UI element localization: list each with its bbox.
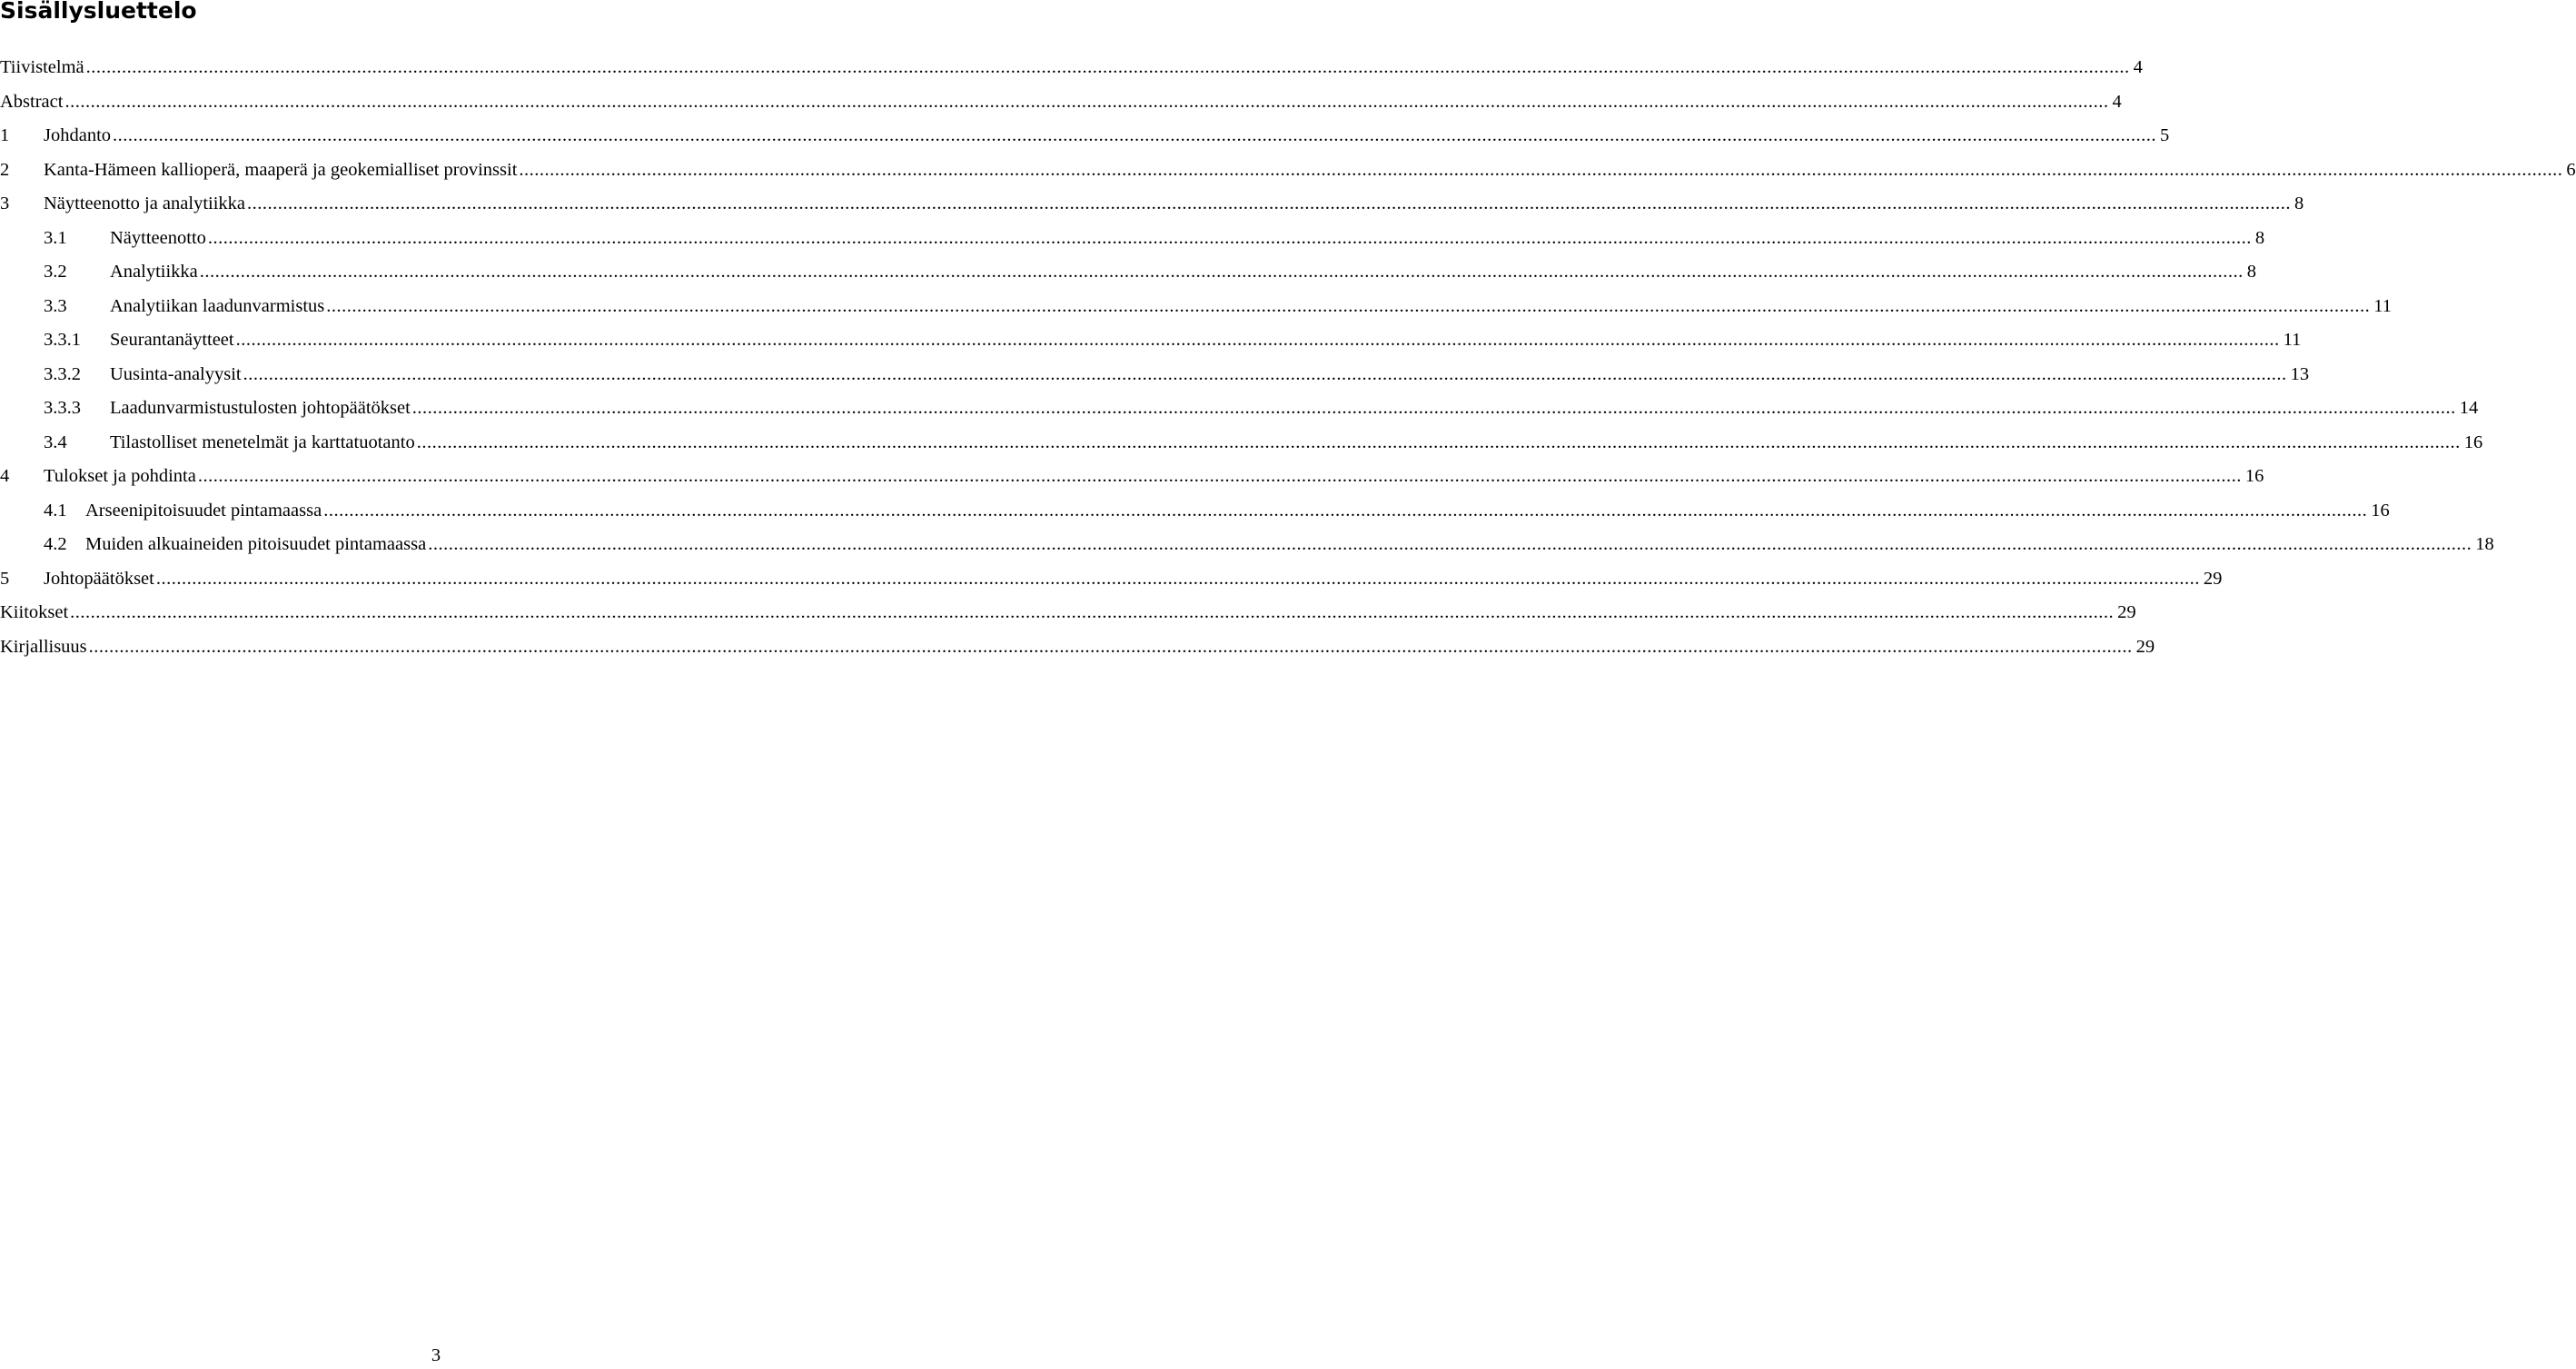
toc-entry-title: Tiivistelmä <box>0 57 84 77</box>
table-of-contents <box>0 51 2576 664</box>
toc-entry-number: 3.1 <box>44 227 67 248</box>
toc-entry-number: 2 <box>0 159 10 180</box>
toc-entry-page: 16 <box>2244 466 2264 486</box>
toc-entry-number: 3 <box>0 193 10 213</box>
toc-entry-number: 3.3.3 <box>44 398 81 418</box>
toc-entry-title: Näytteenotto ja analytiikka <box>44 193 246 213</box>
toc-entry-page: 4 <box>2133 57 2143 77</box>
toc-entry[interactable] <box>0 187 2304 222</box>
toc-entry[interactable] <box>0 119 2170 154</box>
toc-dot-leader: ................................................................................................................................................................................................................................................................................................................................................................................................................ <box>428 534 2472 554</box>
toc-entry-number: 3.3.1 <box>44 330 81 350</box>
toc-entry-page: 13 <box>2290 363 2310 384</box>
toc-entry-page: 4 <box>2112 91 2122 112</box>
toc-entry-page: 8 <box>2254 227 2265 248</box>
toc-entry-page: 11 <box>2373 295 2393 316</box>
toc-entry-page: 29 <box>2135 636 2155 657</box>
toc-dot-leader: ................................................................................................................................................................................................................................................................................................................................................................................................................ <box>85 57 2130 77</box>
toc-entry-number: 4.2 <box>44 534 67 554</box>
toc-entry[interactable] <box>0 323 2302 358</box>
toc-entry-title: Kiitokset <box>0 602 69 622</box>
toc-dot-leader: ................................................................................................................................................................................................................................................................................................................................................................................................................ <box>326 295 2371 316</box>
toc-dot-leader: ................................................................................................................................................................................................................................................................................................................................................................................................................ <box>70 602 2115 622</box>
toc-entry[interactable] <box>0 630 2155 665</box>
toc-entry[interactable] <box>0 255 2257 290</box>
toc-entry[interactable] <box>0 392 2479 426</box>
toc-entry[interactable] <box>0 426 2483 461</box>
toc-entry-page: 6 <box>2566 159 2576 180</box>
toc-entry-title: Tilastolliset menetelmät ja karttatuotanto <box>110 432 415 452</box>
toc-entry-page: 18 <box>2475 534 2494 554</box>
toc-entry[interactable] <box>0 596 2136 630</box>
toc-entry[interactable] <box>0 358 2310 392</box>
toc-entry-page: 8 <box>2294 193 2304 213</box>
toc-entry-page: 16 <box>2463 432 2483 452</box>
toc-entry[interactable] <box>0 528 2494 562</box>
toc-entry[interactable] <box>0 460 2264 494</box>
toc-entry[interactable] <box>0 222 2265 256</box>
page-number: 3 <box>431 1345 441 1365</box>
toc-entry[interactable] <box>0 154 2576 188</box>
toc-entry-page: 11 <box>2283 330 2302 350</box>
toc-entry-title: Tulokset ja pohdinta <box>44 466 196 486</box>
toc-entry[interactable] <box>0 51 2143 85</box>
toc-entry-title: Uusinta-analyysit <box>110 363 242 384</box>
toc-dot-leader: ................................................................................................................................................................................................................................................................................................................................................................................................................ <box>519 159 2563 180</box>
toc-entry-title: Abstract <box>0 91 64 112</box>
toc-entry-title: Kirjallisuus <box>0 636 87 657</box>
toc-entry-page: 29 <box>2117 602 2136 622</box>
toc-entry-page: 5 <box>2160 125 2170 145</box>
toc-dot-leader: ................................................................................................................................................................................................................................................................................................................................................................................................................ <box>416 432 2461 452</box>
toc-entry-title: Muiden alkuaineiden pitoisuudet pintamaassa <box>85 534 427 554</box>
toc-dot-leader: ................................................................................................................................................................................................................................................................................................................................................................................................................ <box>113 125 2157 145</box>
toc-dot-leader: ................................................................................................................................................................................................................................................................................................................................................................................................................ <box>247 193 2292 213</box>
toc-dot-leader: ................................................................................................................................................................................................................................................................................................................................................................................................................ <box>243 363 2287 384</box>
toc-dot-leader: ................................................................................................................................................................................................................................................................................................................................................................................................................ <box>199 262 2244 282</box>
toc-entry-title: Seurantanäytteet <box>110 330 234 350</box>
toc-entry-number: 3.3.2 <box>44 363 81 384</box>
toc-dot-leader: ................................................................................................................................................................................................................................................................................................................................................................................................................ <box>411 398 2456 418</box>
toc-dot-leader: ................................................................................................................................................................................................................................................................................................................................................................................................................ <box>64 91 2109 112</box>
toc-entry-title: Johdanto <box>44 125 112 145</box>
toc-entry-title: Laadunvarmistustulosten johtopäätökset <box>110 398 411 418</box>
toc-entry-page: 16 <box>2371 500 2390 521</box>
toc-entry-title: Analytiikka <box>110 262 198 282</box>
toc-dot-leader: ................................................................................................................................................................................................................................................................................................................................................................................................................ <box>197 466 2242 486</box>
toc-entry-page: 14 <box>2459 398 2479 418</box>
toc-entry[interactable] <box>0 562 2223 597</box>
toc-entry[interactable] <box>0 494 2390 529</box>
toc-entry-number: 3.3 <box>44 295 67 316</box>
toc-entry[interactable] <box>0 85 2122 120</box>
toc-entry-number: 4.1 <box>44 500 67 521</box>
toc-entry-title: Analytiikan laadunvarmistus <box>110 295 325 316</box>
toc-entry-number: 5 <box>0 568 10 589</box>
toc-entry-number: 3.2 <box>44 262 67 282</box>
toc-dot-leader: ................................................................................................................................................................................................................................................................................................................................................................................................................ <box>155 568 2200 589</box>
toc-dot-leader: ................................................................................................................................................................................................................................................................................................................................................................................................................ <box>207 227 2252 248</box>
toc-entry-title: Kanta-Hämeen kallioperä, maaperä ja geokemialliset provinssit <box>44 159 518 180</box>
toc-entry[interactable] <box>0 290 2393 324</box>
toc-dot-leader: ................................................................................................................................................................................................................................................................................................................................................................................................................ <box>323 500 2368 521</box>
toc-entry-number: 3.4 <box>44 432 67 452</box>
toc-entry-number: 1 <box>0 125 10 145</box>
toc-entry-number: 4 <box>0 466 10 486</box>
page-title: Sisällysluettelo <box>0 0 197 24</box>
toc-entry-page: 8 <box>2246 262 2257 282</box>
toc-dot-leader: ................................................................................................................................................................................................................................................................................................................................................................................................................ <box>88 636 2133 657</box>
toc-entry-title: Johtopäätökset <box>44 568 154 589</box>
toc-dot-leader: ................................................................................................................................................................................................................................................................................................................................................................................................................ <box>235 330 2280 350</box>
toc-entry-title: Näytteenotto <box>110 227 206 248</box>
toc-entry-page: 29 <box>2203 568 2223 589</box>
toc-entry-title: Arseenipitoisuudet pintamaassa <box>85 500 322 521</box>
